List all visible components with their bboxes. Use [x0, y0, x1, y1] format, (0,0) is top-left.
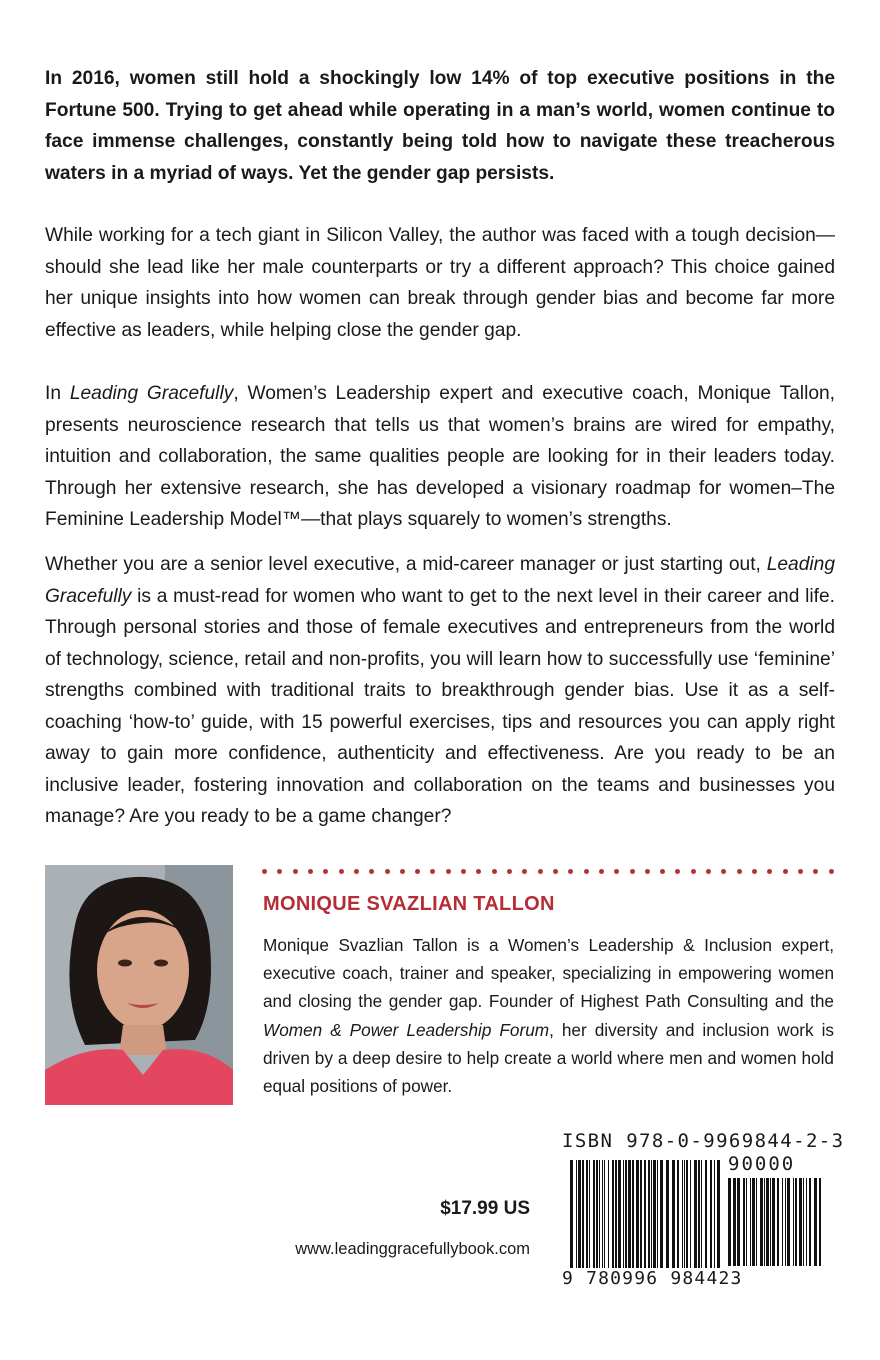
- barcode-bar: [799, 1178, 802, 1266]
- barcode-bar: [728, 1178, 731, 1266]
- divider-dot: [798, 869, 803, 874]
- divider-dot: [538, 869, 543, 874]
- divider-dot: [430, 869, 435, 874]
- audience-post: is a must-read for women who want to get to the next level in their career and life. Through personal stories and those of female executives and entrepreneurs from the world of technology, science, retail and non-profits, you will learn how to successfully use ‘feminine’ strengths combined with traditional traits to breakthrough gender bias. Use it as a self-coaching ‘how-to’ guide, with 15 powerful exercises, tips and resources you can apply right away to gain more confidence, authenticity and effectiveness. Are you ready to be an inclusive leader, fostering innovation and collaboration on the teams and businesses you manage? Are you ready to be a game changer?: [45, 585, 835, 827]
- barcode-bar: [657, 1160, 658, 1275]
- addon-barcode: [728, 1178, 823, 1266]
- barcode-bar: [682, 1160, 683, 1275]
- barcode-bar: [570, 1160, 573, 1275]
- barcode-bar: [770, 1178, 771, 1266]
- divider-dot: [721, 869, 726, 874]
- barcode-bar: [599, 1160, 600, 1275]
- barcode-bar: [640, 1160, 642, 1275]
- barcode-bar: [677, 1160, 679, 1275]
- author-photo: [45, 865, 233, 1105]
- dotted-divider: [262, 864, 834, 878]
- divider-dot: [783, 869, 788, 874]
- intro-paragraph: In 2016, women still hold a shockingly low 14% of top executive positions in the Fortune 500. Trying to get ahead while operating in a man’s world, women continue to face immense challenges, constantly being told how to navigate these treacherous waters in a myriad of ways. Yet the gender gap persists.: [45, 68, 835, 184]
- barcode-bar: [686, 1160, 688, 1275]
- barcode-bar: [701, 1160, 702, 1275]
- audience-pre: Whether you are a senior level executive, a mid-career manager or just starting out,: [45, 554, 767, 575]
- divider-dot: [369, 869, 374, 874]
- book-title: Leading Gracefully: [45, 554, 835, 607]
- divider-dot: [813, 869, 818, 874]
- barcode-bar: [752, 1178, 755, 1266]
- price: $17.99 US: [440, 1198, 530, 1219]
- divider-dot: [415, 869, 420, 874]
- bio-post: , her diversity and inclusion work is driven by a deep desire to help create a world where men and women hold equal positions of power.: [263, 1019, 834, 1097]
- barcode-bar: [628, 1160, 631, 1275]
- barcode-bar: [636, 1160, 639, 1275]
- barcode-bar: [705, 1160, 707, 1275]
- barcode-bar: [698, 1160, 700, 1275]
- divider-dot: [568, 869, 573, 874]
- barcode-bar: [651, 1160, 652, 1275]
- audience-paragraph: [45, 549, 835, 833]
- barcode-bar: [787, 1178, 790, 1266]
- book-overview-paragraph: [45, 378, 835, 536]
- divider-dot: [293, 869, 298, 874]
- barcode-bar: [764, 1178, 765, 1266]
- divider-dot: [277, 869, 282, 874]
- barcode-bar: [795, 1178, 797, 1266]
- barcode-bar: [660, 1160, 663, 1275]
- divider-dot: [461, 869, 466, 874]
- barcode-bar: [737, 1178, 740, 1266]
- barcode-bar: [586, 1160, 588, 1275]
- barcode-bar: [746, 1178, 747, 1266]
- barcode-bar: [710, 1160, 712, 1275]
- barcode-bar: [756, 1178, 757, 1266]
- barcode-bar: [819, 1178, 821, 1266]
- barcode-bar: [623, 1160, 624, 1275]
- author-name: MONIQUE SVAZLIAN TALLON: [263, 893, 555, 915]
- divider-dot: [675, 869, 680, 874]
- barcode-bar: [596, 1160, 598, 1275]
- barcode-bar: [803, 1178, 804, 1266]
- barcode-bar: [632, 1160, 634, 1275]
- barcode-bar: [653, 1160, 656, 1275]
- barcode-bar: [684, 1160, 685, 1275]
- overview-pre: In: [45, 383, 70, 404]
- barcode-bar: [714, 1160, 715, 1275]
- divider-dot: [262, 869, 267, 874]
- divider-dot: [308, 869, 313, 874]
- ean-digits: 9 780996 984423: [562, 1268, 743, 1289]
- barcode-bar: [750, 1178, 751, 1266]
- divider-dot: [446, 869, 451, 874]
- divider-dot: [553, 869, 558, 874]
- divider-dot: [767, 869, 772, 874]
- barcode-bar: [760, 1178, 763, 1266]
- barcode-bar: [615, 1160, 617, 1275]
- barcode-bar: [772, 1178, 775, 1266]
- barcode-bar: [576, 1160, 577, 1275]
- divider-dot: [507, 869, 512, 874]
- divider-dot: [323, 869, 328, 874]
- barcode-bar: [618, 1160, 621, 1275]
- barcode-bar: [593, 1160, 595, 1275]
- barcode-bar: [809, 1178, 811, 1266]
- divider-dot: [492, 869, 497, 874]
- barcode-bar: [666, 1160, 669, 1275]
- barcode-bar: [604, 1160, 605, 1275]
- barcode-bar: [766, 1178, 769, 1266]
- barcode-bar: [612, 1160, 614, 1275]
- divider-dot: [706, 869, 711, 874]
- divider-dot: [645, 869, 650, 874]
- divider-dot: [354, 869, 359, 874]
- barcode-bar: [582, 1160, 584, 1275]
- divider-dot: [522, 869, 527, 874]
- divider-dot: [614, 869, 619, 874]
- divider-dot: [630, 869, 635, 874]
- website-url: www.leadinggracefullybook.com: [295, 1240, 530, 1258]
- divider-dot: [737, 869, 742, 874]
- barcode-bar: [578, 1160, 581, 1275]
- divider-dot: [599, 869, 604, 874]
- barcode-bar: [733, 1178, 736, 1266]
- barcode-bar: [814, 1178, 817, 1266]
- barcode-bar: [743, 1178, 745, 1266]
- divider-dot: [476, 869, 481, 874]
- divider-dot: [400, 869, 405, 874]
- divider-dot: [385, 869, 390, 874]
- story-paragraph: While working for a tech giant in Silicon Valley, the author was faced with a tough decision—should she lead like her male counterparts or try a different approach? This choice gained her unique insights into how women can break through gender bias and become far more effective as leaders, while helping close the gender gap.: [45, 225, 835, 341]
- book-title: Leading Gracefully: [69, 383, 234, 404]
- forum-name: Women & Power Leadership Forum: [263, 1019, 550, 1040]
- barcode-bar: [690, 1160, 691, 1275]
- barcode-bar: [717, 1160, 720, 1275]
- price-addon-label: 90000: [728, 1153, 796, 1175]
- isbn-barcode: [570, 1160, 720, 1280]
- isbn-label: ISBN 978-0-9969844-2-3: [562, 1130, 845, 1152]
- barcode-bar: [644, 1160, 646, 1275]
- barcode-bar: [793, 1178, 794, 1266]
- overview-post: , Women’s Leadership expert and executive coach, Monique Tallon, presents neuroscience research that tells us that women’s brains are wired for empathy, intuition and collaboration, the same qualities people are looking for in their leaders today. Through her extensive research, she has developed a visionary roadmap for women–The Feminine Leadership Model™—that plays squarely to women’s strengths.: [45, 383, 836, 530]
- divider-dot: [829, 869, 834, 874]
- divider-dot: [660, 869, 665, 874]
- barcode-bar: [694, 1160, 697, 1275]
- author-bio: [263, 931, 834, 1100]
- barcode-bar: [672, 1160, 675, 1275]
- barcode-bar: [806, 1178, 807, 1266]
- divider-dot: [691, 869, 696, 874]
- barcode-bar: [589, 1160, 590, 1275]
- barcode-bar: [777, 1178, 779, 1266]
- bio-pre: Monique Svazlian Tallon is a Women’s Leadership & Inclusion expert, executive coach, trainer and speaker, specializing in empowering women and closing the gender gap. Founder of Highest Path Consulting and the: [263, 935, 834, 1012]
- barcode-bar: [782, 1178, 783, 1266]
- divider-dot: [584, 869, 589, 874]
- barcode-bar: [625, 1160, 627, 1275]
- barcode-bar: [608, 1160, 609, 1275]
- barcode-bar: [648, 1160, 650, 1275]
- divider-dot: [752, 869, 757, 874]
- barcode-bar: [602, 1160, 603, 1275]
- divider-dot: [339, 869, 344, 874]
- barcode-bar: [785, 1178, 786, 1266]
